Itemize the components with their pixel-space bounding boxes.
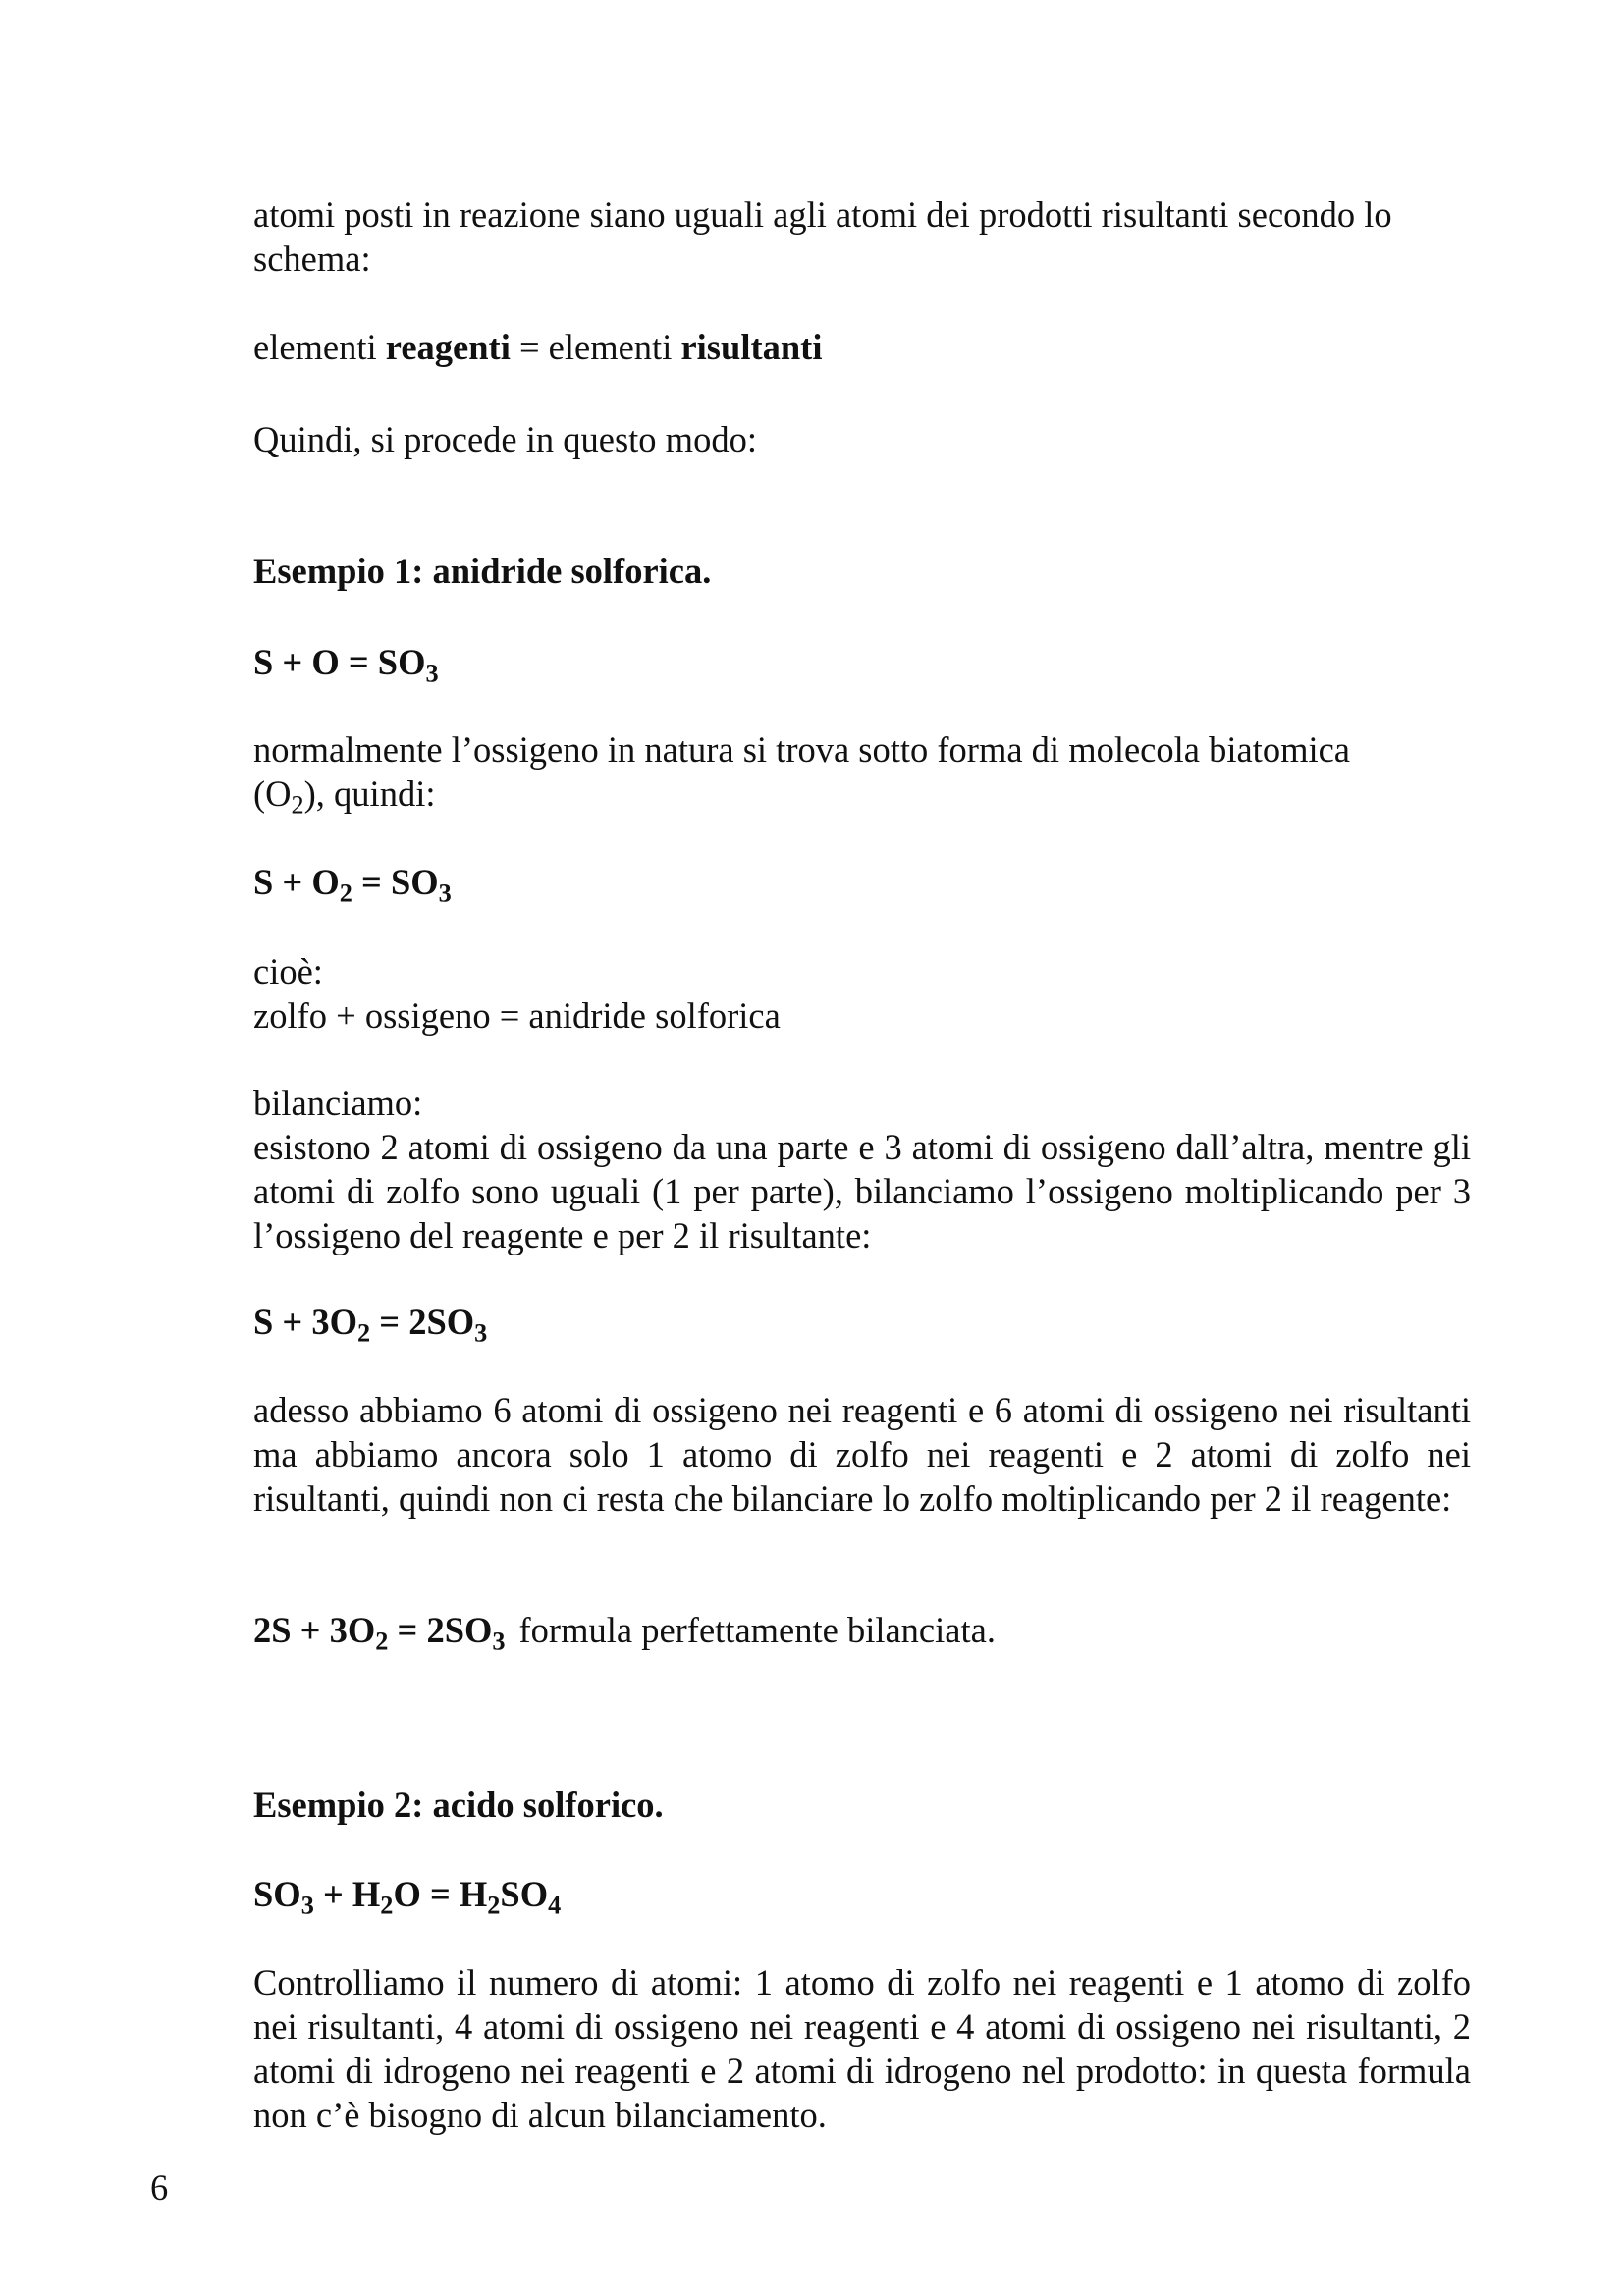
balance-scheme [253,325,1471,369]
oxygen-paragraph-line-1: normalmente l’ossigeno in natura si trova sotto forma di molecola biatomica [253,729,1351,770]
example-1-heading: Esempio 1: anidride solforica. [253,551,712,591]
scheme-risultanti: risultanti [680,327,823,367]
cioe-label: cioè: [253,951,323,991]
sulfur-balance-paragraph: adesso abbiamo 6 atomi di ossigeno nei reagenti e 6 atomi di ossigeno nei risultanti ma abbiamo ancora solo 1 atomo di zolfo nei reagenti e 2 atomi di zolfo nei risultanti, quindi non ci resta che bilanciare lo zolfo moltiplicando per 2 il reagente: [253,1390,1471,1519]
balance-explanation: esistono 2 atomi di ossigeno da una parte e 3 atomi di ossigeno dall’altra, mentre gli atomi di zolfo sono uguali (1 per parte), bilanciamo l’ossigeno moltiplicando per 3 l’ossigeno del reagente e per 2 il risultante: [253,1127,1471,1255]
example-2-heading: Esempio 2: acido solforico. [253,1785,664,1825]
equation-1: $S + O = SO_3$ [253,642,439,688]
scheme-text-2: = elementi [510,327,681,367]
bilanciamo-label: bilanciamo: [253,1083,423,1123]
equation-2: $S + O_2 = SO_3$ [253,862,452,908]
intro-paragraph: atomi posti in reazione siano uguali agli atomi dei prodotti risultanti secondo lo schema: [253,194,1392,279]
equation-4-note: formula perfettamente bilanciata. [518,1610,996,1650]
scheme-text-1: elementi [253,327,386,367]
oxygen-paragraph-line-2: $(O_2)$, quindi: [253,774,436,820]
procedure-intro: Quindi, si procede in questo modo: [253,419,757,459]
equation-5: $SO_3 + H_2O = H_2SO_4$ [253,1874,562,1920]
equation-4: $2S + 3O_2 = 2SO_3$ formula perfettamente bilanciata. [253,1610,996,1656]
page-number: 6 [150,2167,169,2208]
atom-count-paragraph: Controlliamo il numero di atomi: 1 atomo di zolfo nei reagenti e 1 atomo di zolfo nei risultanti, 4 atomi di ossigeno nei reagenti e 4 atomi di ossigeno nei risultanti, 2 atomi di idrogeno nei reagenti e 2 atomi di idrogeno nel prodotto: in questa formula non c’è bisogno di alcun bilanciamento. [253,1962,1471,2135]
scheme-reagenti: reagenti [385,327,511,367]
equation-3: $S + 3O_2 = 2SO_3$ [253,1302,488,1348]
reaction-in-words: zolfo + ossigeno = anidride solforica [253,995,781,1036]
